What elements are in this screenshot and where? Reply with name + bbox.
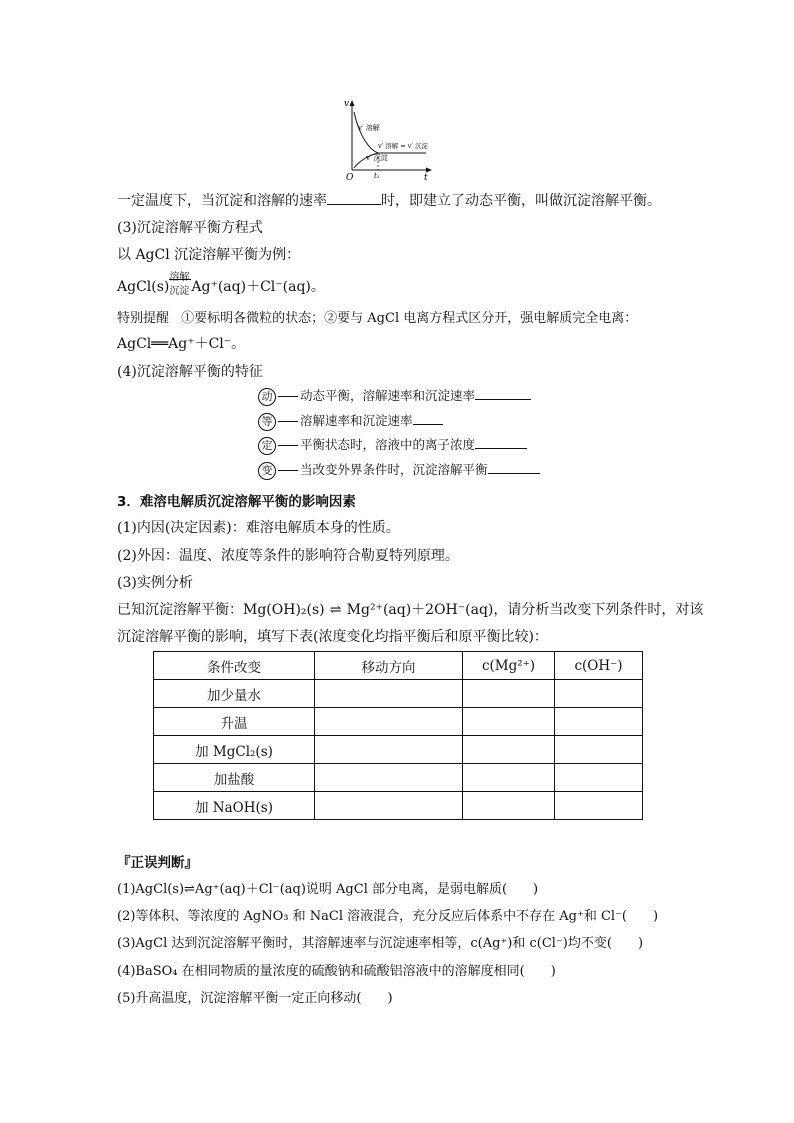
section-3-title: 3．难溶电解质沉淀溶解平衡的影响因素 (117, 494, 356, 510)
table-row (154, 680, 643, 708)
arrow-line (169, 279, 191, 280)
answer-cell[interactable] (555, 764, 643, 792)
dissolve-label: v′ 溶解 (358, 124, 380, 132)
table-row (154, 792, 643, 820)
answer-cell[interactable] (315, 680, 463, 708)
answer-cell[interactable] (315, 792, 463, 820)
arrow-top-label: 溶解 (169, 272, 190, 283)
answer-blank[interactable] (475, 436, 527, 449)
reversible-arrow (169, 272, 191, 297)
feature-row-fixed (258, 435, 527, 455)
definition-part2: 时，即建立了动态平衡，叫做沉淀溶解平衡。 (381, 193, 661, 209)
header-condition: 条件改变 (154, 652, 315, 680)
table-header-row (154, 652, 643, 680)
equation-left: AgCl(s) (117, 279, 170, 295)
answer-cell[interactable] (315, 708, 463, 736)
dash-line (278, 470, 298, 471)
header-c-oh: c(OH⁻) (555, 652, 643, 680)
mgoh2-part1: 已知沉淀溶解平衡：Mg(OH)₂(s) (117, 602, 325, 618)
x-axis-label: t (424, 173, 428, 182)
answer-cell[interactable] (463, 708, 555, 736)
agcl-ionization: AgCl══Ag⁺＋Cl⁻。 (117, 336, 246, 352)
feature-char-circle: 动 (258, 388, 276, 406)
reminder-text: ①要标明各微粒的状态；②要与 AgCl 电离方程式区分开，强电解质完全电离： (181, 311, 638, 326)
judgement-item-4: (4)BaSO₄ 在相同物质的量浓度的硫酸钠和硫酸铝溶液中的溶解度相同( ) (117, 964, 556, 979)
answer-cell[interactable] (463, 792, 555, 820)
dynamic-equilibrium-definition (117, 190, 661, 210)
answer-cell[interactable] (463, 680, 555, 708)
precip-label: v′ 沉淀 (366, 154, 388, 162)
y-axis-arrow (350, 100, 355, 106)
answer-blank[interactable] (327, 190, 381, 205)
condition-cell: 加 MgCl₂(s) (154, 736, 315, 764)
equation-right: Ag⁺(aq)＋Cl⁻(aq)。 (191, 279, 325, 295)
answer-cell[interactable] (315, 736, 463, 764)
feature-row-dynamic (258, 386, 531, 406)
feature-char-circle: 变 (258, 462, 276, 480)
agcl-example-intro: 以 AgCl 沉淀溶解平衡为例： (117, 247, 301, 263)
answer-cell[interactable] (555, 736, 643, 764)
rate-time-graph (336, 98, 446, 182)
dash-line (278, 421, 298, 422)
header-direction: 移动方向 (315, 652, 463, 680)
table-row (154, 736, 643, 764)
example-analysis-title: (3)实例分析 (117, 575, 193, 591)
agcl-equation (117, 272, 325, 297)
judgement-item-1: (1)AgCl(s)⇌Ag⁺(aq)＋Cl⁻(aq)说明 AgCl 部分电离，是弱电解质( ) (117, 882, 539, 897)
mgoh2-equilibrium-line (117, 599, 703, 619)
feature-text: 当改变外界条件时，沉淀溶解平衡 (300, 462, 488, 477)
feature-row-change (258, 460, 540, 480)
external-factor: (2)外因：温度、浓度等条件的影响符合勒夏特列原理。 (117, 548, 459, 564)
judgement-title: 『正误判断』 (117, 855, 198, 871)
judgement-item-5: (5)升高温度，沉淀溶解平衡一定正向移动( ) (117, 991, 393, 1006)
feature-char-circle: 定 (258, 437, 276, 455)
t1-label: t₁ (374, 172, 380, 180)
judgement-item-3: (3)AgCl 达到沉淀溶解平衡时，其溶解速率与沉淀速率相等，c(Ag⁺)和 c(Cl⁻)均不变( ) (117, 936, 644, 951)
equal-label: v′ 溶解 = v′ 沉淀 (378, 142, 429, 150)
answer-cell[interactable] (463, 764, 555, 792)
answer-cell[interactable] (315, 764, 463, 792)
arrow-bottom-label: 沉淀 (169, 286, 190, 297)
feature-char-circle: 等 (258, 413, 276, 431)
origin-label: O (346, 173, 354, 182)
subsection-equation-title: (3)沉淀溶解平衡方程式 (117, 220, 263, 236)
condition-cell: 升温 (154, 708, 315, 736)
y-axis-label: v (344, 99, 350, 109)
feature-row-equal (258, 411, 443, 431)
table-row (154, 764, 643, 792)
answer-cell[interactable] (555, 680, 643, 708)
judgement-item-2: (2)等体积、等浓度的 AgNO₃ 和 NaCl 溶液混合，充分反应后体系中不存在 Ag⁺和 Cl⁻( ) (117, 909, 659, 924)
header-c-mg: c(Mg²⁺) (463, 652, 555, 680)
definition-part1: 一定温度下，当沉淀和溶解的速率 (117, 193, 327, 209)
dash-line (278, 396, 298, 397)
feature-text: 溶解速率和沉淀速率 (300, 413, 413, 428)
reminder-label: 特别提醒 (117, 311, 170, 326)
subsection-features-title: (4)沉淀溶解平衡的特征 (117, 364, 263, 380)
reversible-arrow-icon: ⇌ (329, 602, 342, 618)
answer-cell[interactable] (555, 792, 643, 820)
condition-cell: 加 NaOH(s) (154, 792, 315, 820)
answer-cell[interactable] (463, 736, 555, 764)
feature-text: 动态平衡，溶解速率和沉淀速率 (300, 388, 476, 403)
condition-table (153, 651, 643, 820)
table-row (154, 708, 643, 736)
answer-blank[interactable] (475, 387, 531, 400)
special-reminder (117, 307, 637, 326)
x-axis-arrow (426, 168, 432, 173)
answer-cell[interactable] (555, 708, 643, 736)
answer-blank[interactable] (413, 412, 443, 425)
feature-text: 平衡状态时，溶液中的离子浓度 (300, 437, 476, 452)
dash-line (278, 445, 298, 446)
internal-factor: (1)内因(决定因素)：难溶电解质本身的性质。 (117, 520, 400, 536)
answer-blank[interactable] (488, 461, 540, 474)
mgoh2-part2: Mg²⁺(aq)＋2OH⁻(aq)，请分析当改变下列条件时，对该 (346, 602, 704, 618)
condition-cell: 加少量水 (154, 680, 315, 708)
condition-cell: 加盐酸 (154, 764, 315, 792)
table-instruction: 沉淀溶解平衡的影响，填写下表(浓度变化均指平衡后和原平衡比较)： (117, 629, 548, 645)
rate-time-svg (336, 98, 446, 182)
